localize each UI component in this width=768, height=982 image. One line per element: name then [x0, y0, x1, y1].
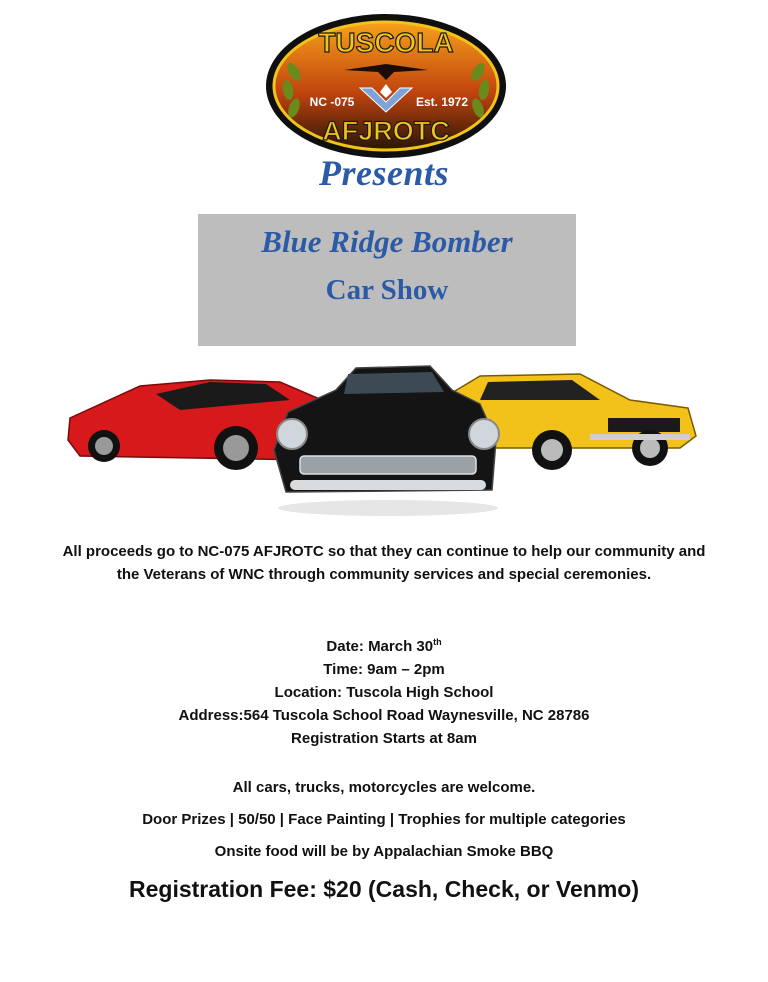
title-box: [198, 214, 576, 346]
event-address: Address:564 Tuscola School Road Waynesville, NC 28786: [178, 707, 590, 724]
registration-fee: Registration Fee: $20 (Cash, Check, or Venmo): [129, 876, 639, 902]
tuscola-afjrotc-logo: [264, 12, 508, 160]
event-date: Date: March 30th: [326, 637, 442, 655]
event-title: Blue Ridge Bomber: [261, 224, 513, 259]
event-extras: Door Prizes | 50/50 | Face Painting | Trophies for multiple categories: [142, 811, 626, 828]
cars-illustration: [60, 360, 710, 518]
vehicles-welcome: All cars, trucks, motorcycles are welcome.: [232, 779, 536, 796]
logo-bottom-text: AFJROTC: [322, 116, 450, 146]
intro-paragraph: All proceeds go to NC-075 AFJROTC so that they can continue to help our community and the Veterans of WNC through community services and special ceremonies.: [62, 543, 706, 583]
event-subtitle: Car Show: [325, 274, 449, 306]
event-time: Time: 9am – 2pm: [323, 661, 445, 678]
logo-right-text: Est. 1972: [415, 95, 469, 109]
event-details: [60, 635, 708, 750]
presents-heading: Presents: [319, 153, 449, 193]
registration-start: Registration Starts at 8am: [291, 730, 477, 747]
logo-left-text: NC -075: [309, 95, 355, 109]
food-vendor: Onsite food will be by Appalachian Smoke BBQ: [214, 843, 554, 860]
logo-top-text: TUSCOLA: [318, 27, 454, 58]
event-location: Location: Tuscola High School: [274, 684, 494, 701]
